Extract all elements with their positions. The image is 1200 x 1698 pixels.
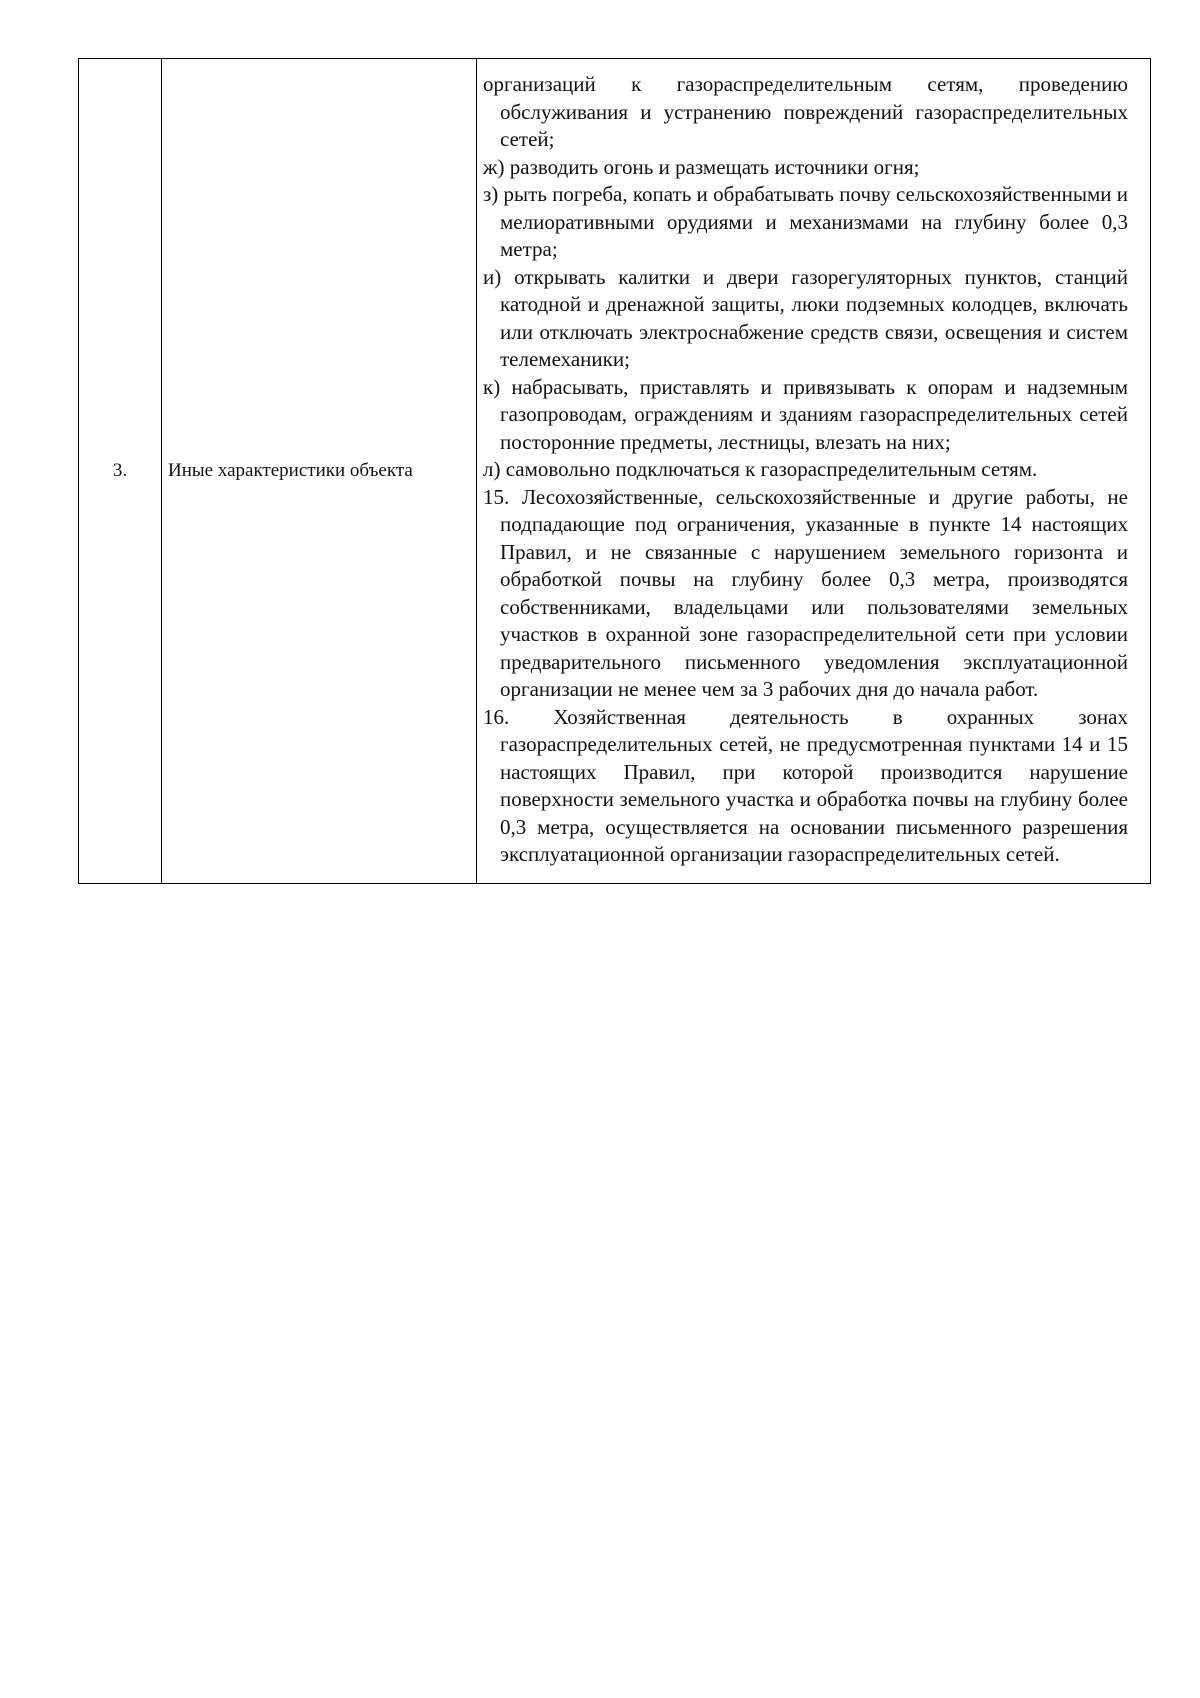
characteristics-table bbox=[78, 58, 1151, 884]
description-paragraph: к) набрасывать, приставлять и привязывать к опорам и надземным газопроводам, ограждениям и зданиям газораспределительных сетей посторонние предметы, лестницы, влезать на них; bbox=[483, 374, 1128, 454]
description-paragraph: з) рыть погреба, копать и обрабатывать почву сельскохозяйственными и мелиоративными орудиями и механизмами на глубину более 0,3 метра; bbox=[483, 182, 1128, 261]
description-paragraph: ж) разводить огонь и размещать источники огня; bbox=[483, 154, 920, 179]
description-paragraph: 16. Хозяйственная деятельность в охранных зонах газораспределительных сетей, не предусмотренная пунктами 14 и 15 настоящих Правил, при которой производится нарушение поверхности земельного участка и обработка почвы на глубину более 0,3 метра, осуществляется на основании письменного разрешения эксплуатационной организации газораспределительных сетей. bbox=[483, 704, 1128, 866]
row-description bbox=[477, 59, 1151, 884]
description-paragraph: организаций к газораспределительным сетям, проведению обслуживания и устранению повреждений газораспределительных сетей; bbox=[483, 72, 1128, 151]
description-paragraph: и) открывать калитки и двери газорегуляторных пунктов, станций катодной и дренажной защиты, люки подземных колодцев, включать или отключать электроснабжение средств связи, освещения и систем телемеханики; bbox=[483, 264, 1128, 371]
row-number: 3. bbox=[79, 59, 162, 884]
description-paragraph: л) самовольно подключаться к газораспределительным сетям. bbox=[483, 457, 1038, 481]
row-name: Иные характеристики объекта bbox=[162, 59, 477, 884]
table-row bbox=[79, 59, 1151, 884]
description-paragraph: 15. Лесохозяйственные, сельскохозяйственные и другие работы, не подпадающие под ограничения, указанные в пункте 14 настоящих Правил, и не связанные с нарушением земельного горизонта и обработкой почвы на глубину более 0,3 метра, производятся собственниками, владельцами или пользователями земельных участков в охранной зоне газораспределительной сети при условии предварительного письменного уведомления эксплуатационной организации не менее чем за 3 рабочих дня до начала работ. bbox=[483, 484, 1128, 701]
